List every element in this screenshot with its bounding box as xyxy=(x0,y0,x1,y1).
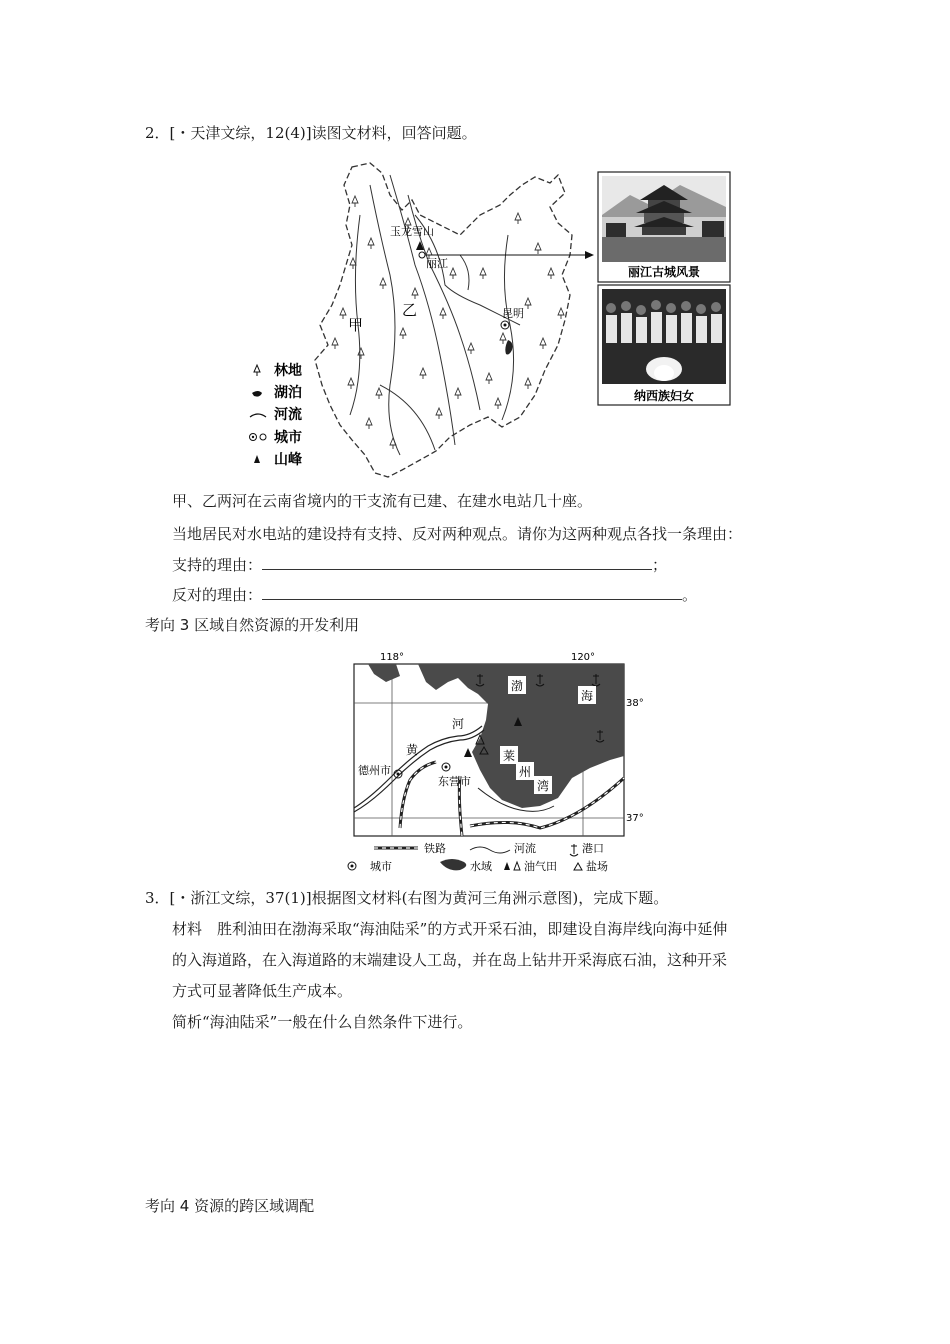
river-jia-label: 甲 xyxy=(348,316,364,334)
lat-38-label: 38° xyxy=(626,698,644,709)
kunming-label: 昆明 xyxy=(502,307,524,320)
q3-question: 简析“海油陆采”一般在什么自然条件下进行。 xyxy=(172,1013,473,1031)
river-yi-label: 乙 xyxy=(402,301,418,319)
q2-header: 2．[・天津文综，12(4)]读图文材料，回答问题。 xyxy=(145,124,477,142)
support-label: 支持的理由： xyxy=(172,556,263,574)
oppose-reason-row xyxy=(172,585,697,605)
tree-icon xyxy=(254,365,260,376)
legend-oilfield: 油气田 xyxy=(524,860,557,873)
section4-heading: 考向 4 资源的跨区域调配 xyxy=(145,1197,315,1215)
forest-symbols xyxy=(332,196,564,449)
he-label: 河 xyxy=(452,717,465,731)
dianchi-lake xyxy=(505,340,512,355)
bo-label: 渤 xyxy=(510,679,524,693)
support-end: ； xyxy=(652,556,668,574)
river-line xyxy=(390,175,455,445)
dongying-label: 东营市 xyxy=(438,775,471,788)
lijiang-label: 丽江 xyxy=(426,257,448,270)
q2-text-line2: 当地居民对水电站的建设持有支持、反对两种观点。请你为这两种观点各找一条理由： xyxy=(172,525,743,543)
zhou-label: 州 xyxy=(518,765,532,779)
photo-lijiang-old-town xyxy=(598,172,730,282)
legend-river2: 河流 xyxy=(514,842,536,855)
yellow-river-delta-map xyxy=(340,648,644,876)
map1-legend xyxy=(250,362,303,468)
legend-saltfield: 盐场 xyxy=(586,860,608,873)
legend-lake: 湖泊 xyxy=(274,385,302,401)
oppose-label: 反对的理由： xyxy=(172,586,263,604)
q3-material-line3: 方式可显著降低生产成本。 xyxy=(172,982,353,1000)
legend-river: 河流 xyxy=(274,407,302,423)
lon-120-label: 120° xyxy=(570,652,596,663)
hai-label: 海 xyxy=(580,689,594,703)
support-answer-blank[interactable] xyxy=(262,555,652,570)
map2-legend xyxy=(348,841,608,873)
huang-label: 黄 xyxy=(406,743,419,757)
yulong-label: 玉龙雪山 xyxy=(390,225,434,238)
q2-text-line1: 甲、乙两河在云南省境内的干支流有已建、在建水电站几十座。 xyxy=(172,492,593,510)
wan-label: 湾 xyxy=(536,779,550,793)
peak-icon xyxy=(254,455,260,463)
legend-railway: 铁路 xyxy=(424,842,446,855)
oppose-end: 。 xyxy=(682,586,698,604)
river-line xyxy=(460,255,469,290)
legend-city: 城市 xyxy=(274,430,302,446)
legend-forest: 林地 xyxy=(274,363,302,379)
support-reason-row xyxy=(172,555,667,575)
lat-37-label: 37° xyxy=(626,813,644,824)
photo1-caption: 丽江古城风景 xyxy=(627,265,701,279)
yunnan-map-figure xyxy=(240,155,740,490)
river-icon xyxy=(250,414,266,417)
lake-icon xyxy=(252,391,262,397)
legend-port: 港口 xyxy=(582,842,604,855)
photo2-caption: 纳西族妇女 xyxy=(633,389,695,403)
q3-material-line1: 材料 胜利油田在渤海采取“海油陆采”的方式开采石油，即建设自海岸线向海中延伸 xyxy=(172,920,728,938)
q3-material-line2: 的入海道路，在入海道路的末端建设人工岛，并在岛上钻井开采海底石油，这种开采 xyxy=(172,951,728,969)
q3-header: 3．[・浙江文综，37(1)]根据图文材料(右图为黄河三角洲示意图)，完成下题。 xyxy=(145,889,669,907)
river-line xyxy=(380,385,435,450)
lai-label: 莱 xyxy=(502,749,516,763)
legend-water: 水域 xyxy=(470,860,492,873)
legend-peak: 山峰 xyxy=(274,452,302,468)
section3-heading: 考向 3 区域自然资源的开发利用 xyxy=(145,616,360,634)
lon-118-label: 118° xyxy=(379,652,405,663)
oppose-answer-blank[interactable] xyxy=(262,585,682,600)
photo-naxi-women xyxy=(598,285,730,405)
lijiang-city-marker xyxy=(419,252,425,258)
legend-city2: 城市 xyxy=(370,860,392,873)
dezhou-label: 德州市 xyxy=(358,764,391,777)
